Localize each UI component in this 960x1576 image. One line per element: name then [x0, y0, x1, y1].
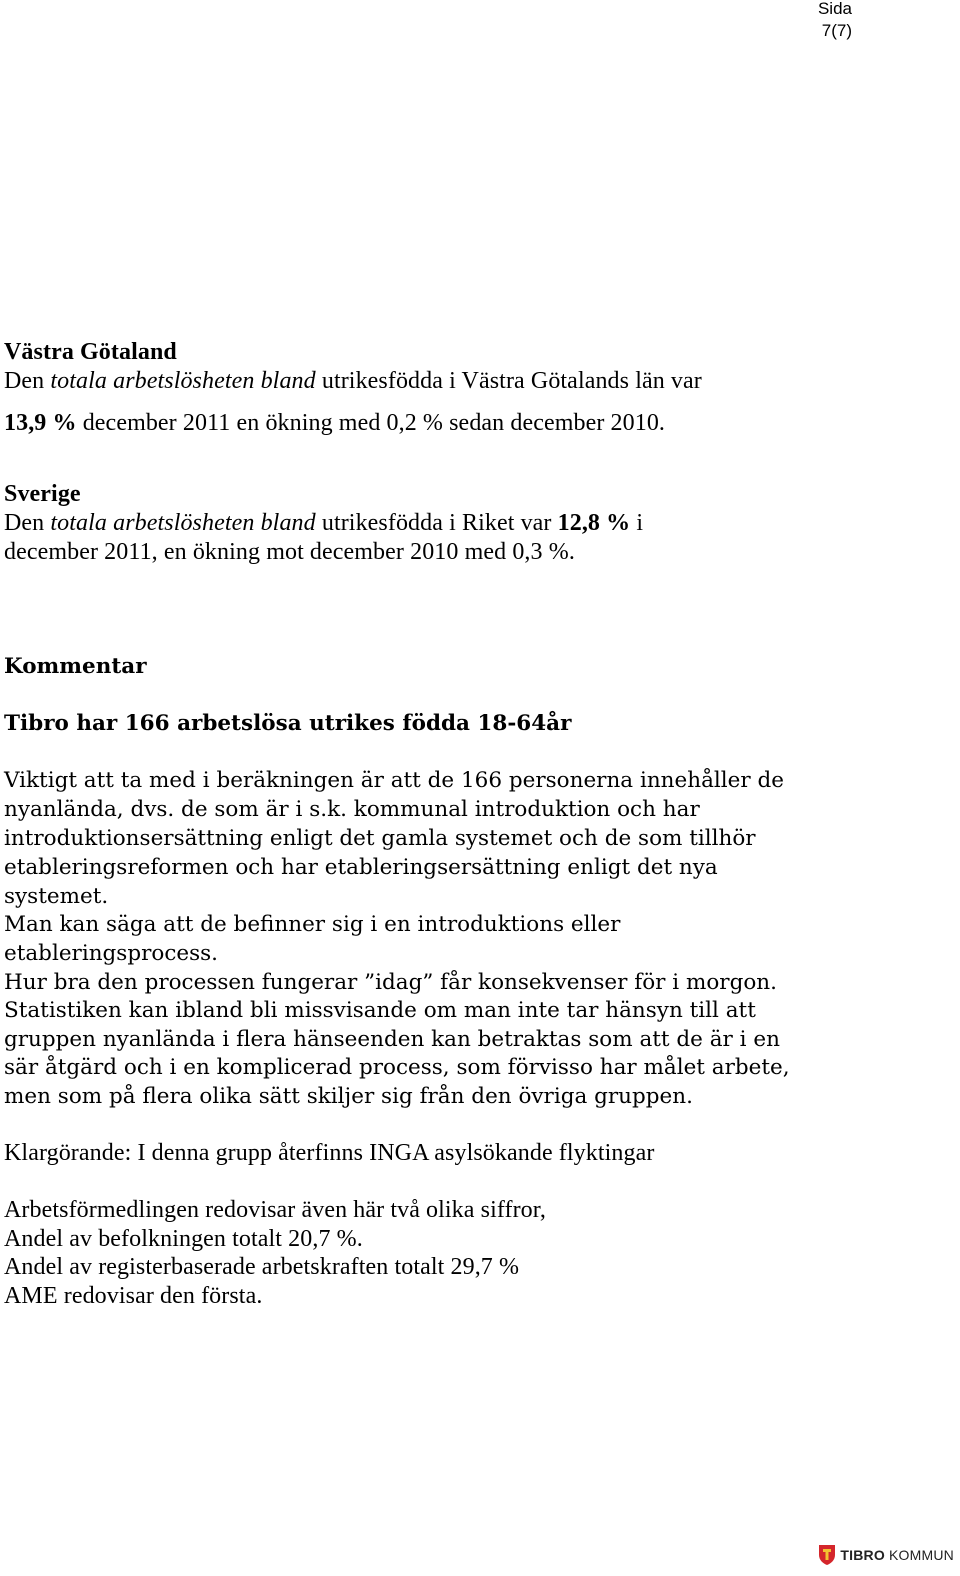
kommentar-line: gruppen nyanlända i flera hänseenden kan betraktas som att de är i en	[4, 1027, 780, 1052]
sverige-rate: 12,8 %	[557, 510, 631, 536]
af-line: Andel av registerbaserade arbetskraften totalt 29,7 %	[4, 1254, 520, 1280]
logo-text	[840, 1547, 954, 1563]
logo-suffix: KOMMUN	[889, 1547, 954, 1563]
sverige-line-1	[4, 509, 643, 538]
vg-line-1	[4, 367, 702, 396]
vg-rate: 13,9 %	[4, 410, 77, 436]
kommentar-line: Viktigt att ta med i beräkningen är att de 166 personerna innehåller de	[4, 768, 784, 793]
sverige-line-1-b: utrikesfödda i Riket var	[315, 510, 558, 536]
af-line: Andel av befolkningen totalt 20,7 %.	[4, 1226, 363, 1252]
tibro-shield-icon	[818, 1544, 836, 1566]
klargorande: Klargörande: I denna grupp återfinns INGA asylsökande flyktingar	[4, 1140, 655, 1166]
sverige-heading: Sverige	[4, 481, 81, 507]
logo-name: TIBRO	[840, 1547, 885, 1563]
tibro-kommun-logo	[818, 1544, 954, 1566]
kommentar-line: introduktionsersättning enligt det gamla systemet och de som tillhör	[4, 826, 756, 851]
page-number	[818, 0, 852, 42]
sverige-line-1-a: Den	[4, 510, 51, 536]
sverige-line-1-c: i	[630, 510, 644, 536]
kommentar-line: sär åtgärd och i en komplicerad process, som förvisso har målet arbete,	[4, 1055, 790, 1080]
kommentar-subheading: Tibro har 166 arbetslösa utrikes födda 18-64år	[4, 711, 572, 736]
vg-line-1-a: Den	[4, 368, 51, 394]
page-label: Sida	[817, 0, 852, 18]
kommentar-line: etableringsreformen och har etableringsersättning enligt det nya	[4, 855, 718, 880]
kommentar-line: etableringsprocess.	[4, 941, 218, 966]
page-count: 7(7)	[821, 21, 852, 40]
kommentar-line: men som på flera olika sätt skiljer sig från den övriga gruppen.	[4, 1084, 693, 1109]
sverige-line-1-italic: totala arbetslösheten bland	[50, 510, 316, 536]
vg-line-1-italic: totala arbetslösheten bland	[50, 368, 316, 394]
sverige-line-2: december 2011, en ökning mot december 2010 med 0,3 %.	[4, 539, 575, 565]
kommentar-line: nyanlända, dvs. de som är i s.k. kommunal introduktion och har	[4, 797, 700, 822]
vg-heading: Västra Götaland	[4, 339, 177, 365]
af-line: AME redovisar den första.	[4, 1283, 263, 1309]
vg-line-2	[4, 409, 665, 438]
kommentar-heading: Kommentar	[4, 654, 147, 679]
kommentar-line: Hur bra den processen fungerar ”idag” får konsekvenser för i morgon.	[4, 970, 777, 995]
af-line: Arbetsförmedlingen redovisar även här två olika siffror,	[4, 1197, 547, 1223]
vg-line-2-rest: december 2011 en ökning med 0,2 % sedan december 2010.	[76, 410, 666, 436]
kommentar-line: Man kan säga att de befinner sig i en introduktions eller	[4, 912, 621, 937]
vg-line-1-b: utrikesfödda i Västra Götalands län var	[315, 368, 702, 394]
kommentar-line: Statistiken kan ibland bli missvisande om man inte tar hänsyn till att	[4, 998, 756, 1023]
kommentar-line: systemet.	[4, 884, 109, 909]
